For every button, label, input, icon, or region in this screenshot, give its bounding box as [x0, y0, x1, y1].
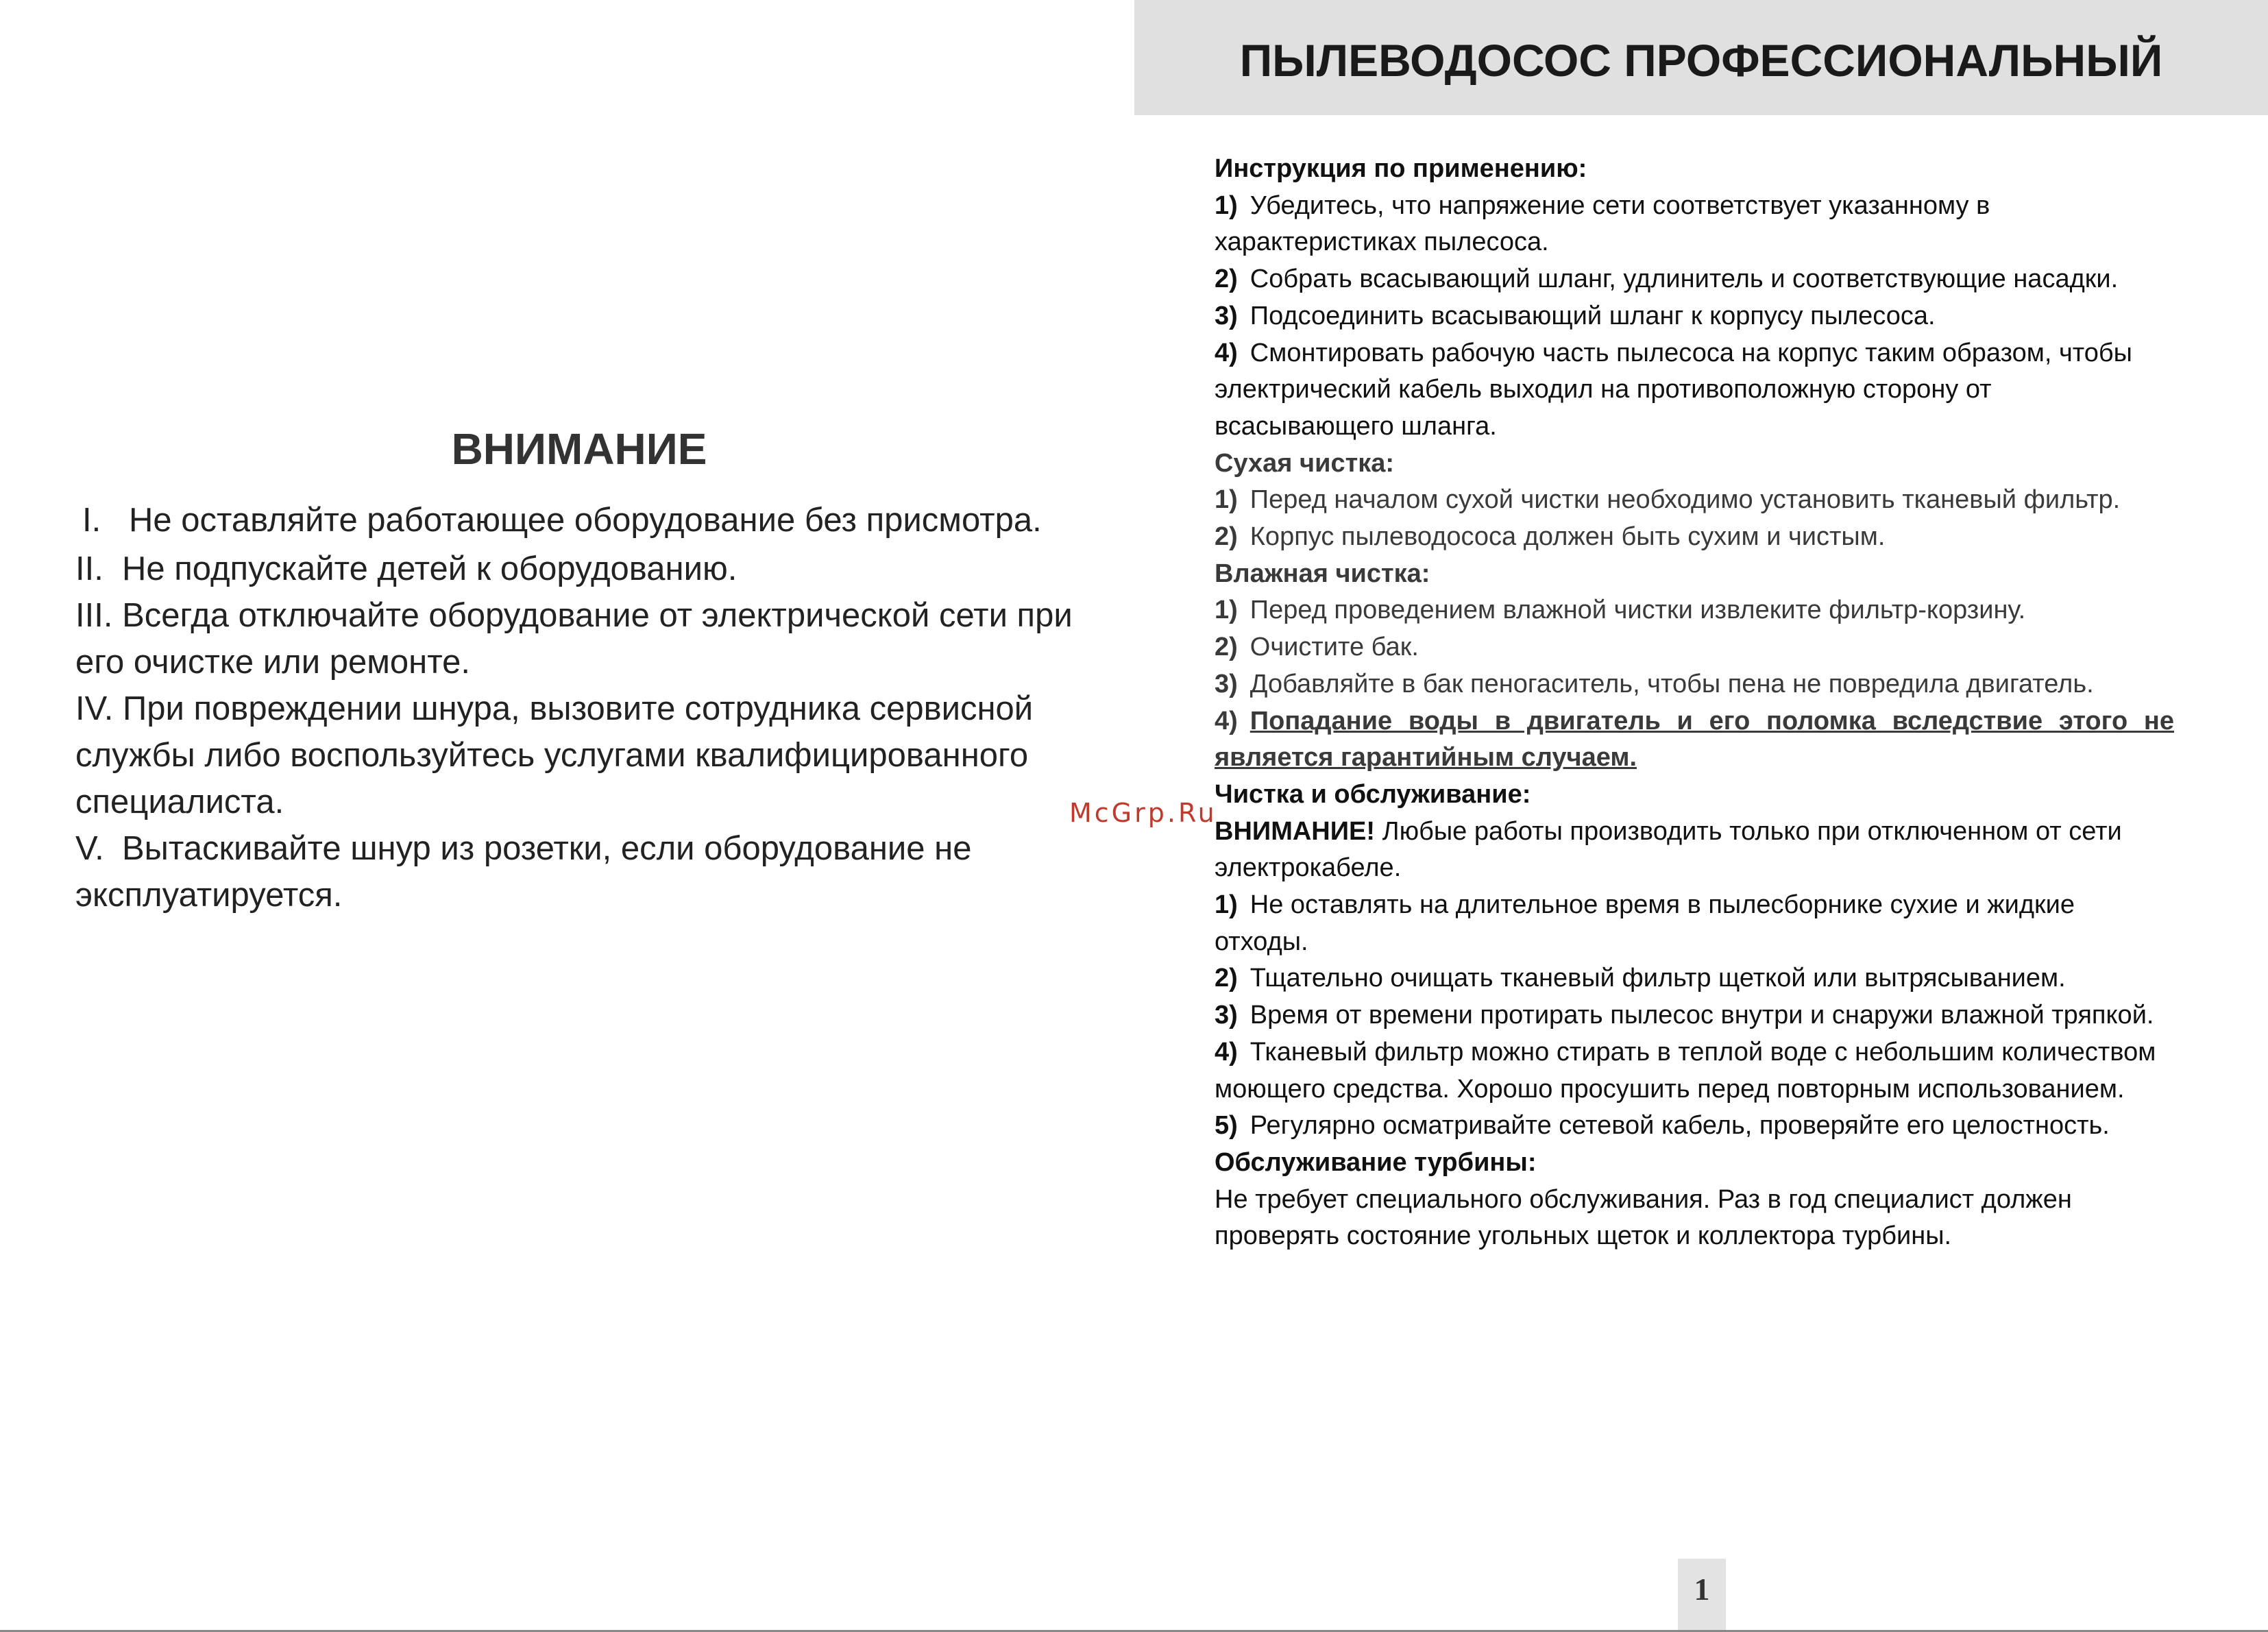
- step-text: Добавляйте в бак пеногаситель, чтобы пена не повредила двигатель.: [1249, 669, 2094, 698]
- maintenance-warning-text: Любые работы производить только при отключенном от сети электрокабеле.: [1215, 816, 2122, 883]
- maintenance-warning-label: ВНИМАНИЕ!: [1215, 816, 1376, 846]
- step-text: Собрать всасывающий шланг, удлинитель и соответствующие насадки.: [1249, 265, 2119, 294]
- dry-step: [1215, 519, 2174, 556]
- step-text: Регулярно осматривайте сетевой кабель, проверяйте его целостность.: [1249, 1111, 2110, 1141]
- step-number: 1): [1215, 485, 1238, 515]
- step-text: Тканевый фильтр можно стирать в теплой воде с небольшим количеством моющего средства. Хорошо просушить перед повторным использованием.: [1215, 1037, 2156, 1104]
- step-number: 2): [1215, 265, 1238, 294]
- step-number: 2): [1215, 633, 1238, 662]
- warning-item-text: Всегда отключайте оборудование от электрической сети при его очистке или ремонте.: [75, 597, 1073, 681]
- step-text: Не оставлять на длительное время в пылесборнике сухие и жидкие отходы.: [1215, 890, 2075, 956]
- step-text: Корпус пылеводососа должен быть сухим и чистым.: [1249, 522, 1886, 552]
- maintenance-step: [1215, 997, 2174, 1034]
- maintenance-warning: [1215, 814, 2174, 887]
- page-title: ПЫЛЕВОДОСОС ПРОФЕССИОНАЛЬНЫЙ: [1239, 35, 2163, 86]
- step-text: Перед проведением влажной чистки извлеките фильтр-корзину.: [1249, 596, 2026, 625]
- warning-title: ВНИМАНИЕ: [451, 424, 707, 474]
- step-number: 3): [1215, 669, 1238, 698]
- warning-item: [75, 500, 1083, 540]
- warning-item-text: Вытаскивайте шнур из розетки, если оборудование не эксплуатируется.: [75, 830, 972, 914]
- step-text: Очистите бак.: [1249, 633, 1419, 662]
- page-number: 1: [1678, 1559, 1726, 1630]
- step-number: 3): [1215, 1001, 1238, 1030]
- wet-step: [1215, 629, 2174, 666]
- warning-item: [75, 546, 1083, 592]
- step-number: 5): [1215, 1111, 1238, 1141]
- warning-item-number: I.: [82, 502, 101, 539]
- step-number: 4): [1215, 1037, 1238, 1067]
- step-number: 2): [1215, 964, 1238, 993]
- warning-item-number: II.: [75, 550, 103, 588]
- wet-step: [1215, 592, 2174, 629]
- maintenance-step: [1215, 887, 2174, 960]
- instruction-step: [1215, 188, 2174, 261]
- turbine-text: Не требует специального обслуживания. Раз в год специалист должен проверять состояние угольных щеток и коллектора турбины.: [1215, 1184, 2072, 1251]
- turbine-heading: Обслуживание турбины:: [1215, 1147, 1537, 1177]
- wet-step-warranty: [1215, 703, 2174, 777]
- warning-item-text: При повреждении шнура, вызовите сотрудника сервисной службы либо воспользуйтесь услугами квалифицированного специалиста.: [75, 690, 1034, 821]
- step-number: 2): [1215, 522, 1238, 552]
- warning-section: [75, 425, 1083, 918]
- watermark: McGrp.Ru: [1069, 798, 1217, 828]
- step-number: 1): [1215, 191, 1238, 220]
- warning-item-number: III.: [75, 597, 113, 635]
- warning-item-number: IV.: [75, 690, 114, 728]
- maintenance-step: [1215, 1034, 2174, 1108]
- step-text: Убедитесь, что напряжение сети соответствует указанному в характеристиках пылесоса.: [1215, 191, 1990, 257]
- step-number: 3): [1215, 301, 1238, 330]
- maintenance-step: [1215, 960, 2174, 997]
- dry-step: [1215, 482, 2174, 519]
- warning-item: [75, 685, 1083, 825]
- step-text: Подсоединить всасывающий шланг к корпусу пылесоса.: [1249, 301, 1936, 330]
- wet-step: [1215, 666, 2174, 703]
- warning-item: [75, 592, 1083, 685]
- maintenance-heading: Чистка и обслуживание:: [1215, 779, 1531, 809]
- dry-cleaning-heading: Сухая чистка:: [1215, 448, 1395, 478]
- instruction-step: [1215, 335, 2174, 446]
- instruction-step: [1215, 298, 2174, 335]
- step-text: Перед началом сухой чистки необходимо установить тканевый фильтр.: [1249, 485, 2121, 515]
- wet-cleaning-heading: Влажная чистка:: [1215, 559, 1430, 588]
- header-band: [1134, 0, 2268, 115]
- warning-item-text: Не оставляйте работающее оборудование без присмотра.: [129, 502, 1042, 539]
- instruction-step: [1215, 261, 2174, 298]
- step-number: 4): [1215, 706, 1238, 735]
- warning-item-text: Не подпускайте детей к оборудованию.: [122, 550, 737, 588]
- instructions-section: [1215, 151, 2174, 1255]
- warning-item-number: V.: [75, 830, 104, 868]
- maintenance-step: [1215, 1108, 2174, 1145]
- step-number: 4): [1215, 338, 1238, 367]
- instructions-heading: Инструкция по применению:: [1215, 154, 1587, 183]
- warning-item: [75, 825, 1083, 918]
- step-text: Время от времени протирать пылесос внутри и снаружи влажной тряпкой.: [1249, 1001, 2154, 1030]
- step-number: 1): [1215, 890, 1238, 920]
- step-number: 1): [1215, 596, 1238, 625]
- warranty-notice: Попадание воды в двигатель и его поломка вследствие этого не является гарантийным случаем.: [1215, 706, 2174, 772]
- step-text: Смонтировать рабочую часть пылесоса на корпус таким образом, чтобы электрический кабель выходил на противоположную сторону от всасывающего шланга.: [1215, 338, 2132, 441]
- step-text: Тщательно очищать тканевый фильтр щеткой или вытрясыванием.: [1249, 964, 2066, 993]
